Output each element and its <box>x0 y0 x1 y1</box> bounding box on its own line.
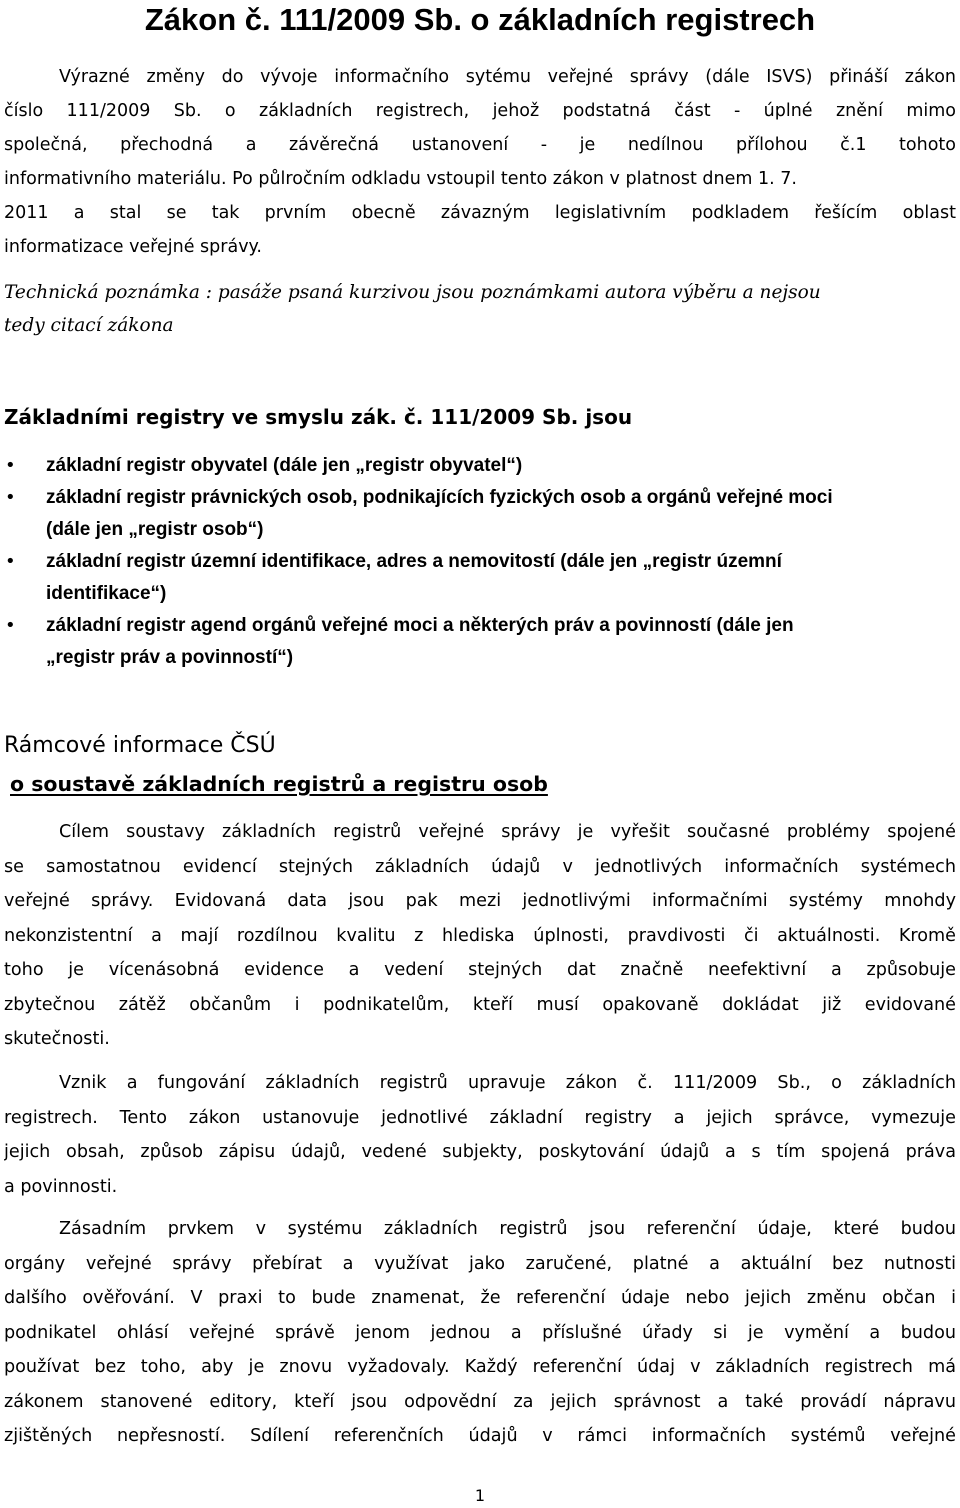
paragraph-line: toho je vícenásobná evidence a vedení stejných dat značně neefektivní a způsobuje <box>4 960 956 980</box>
list-item-line: základní registr agend orgánů veřejné moci a některých práv a povinností (dále jen <box>46 615 794 636</box>
list-item-line: základní registr obyvatel (dále jen „registr obyvatel“) <box>46 455 523 476</box>
page-number: 1 <box>474 1486 486 1505</box>
list-item <box>0 546 960 610</box>
bullet-icon: • <box>5 455 16 476</box>
intro-line: 2011 a stal se tak prvním obecně závazným legislativním podkladem řešícím oblast <box>4 203 956 223</box>
paragraph-line: používat bez toho, aby je znovu vyžadovaly. Každý referenční údaj v základních registrech má <box>4 1357 956 1377</box>
intro-line: informativního materiálu. Po půlročním odkladu vstoupil tento zákon v platnost dnem 1. 7. <box>4 169 797 189</box>
section-subtitle: o soustavě základních registrů a registru osob <box>10 772 548 796</box>
paragraph-line: zbytečnou zátěž občanům i podnikatelům, kteří musí opakovaně dokládat již evidované <box>4 994 956 1015</box>
registers-heading: Základními registry ve smyslu zák. č. 111/2009 Sb. jsou <box>4 405 633 429</box>
intro-line: společná, přechodná a závěrečná ustanovení - je nedílnou přílohou č.1 tohoto <box>4 135 956 155</box>
list-item-line: základní registr právnických osob, podnikajících fyzických osob a orgánů veřejné moci <box>46 487 833 508</box>
list-item-line: identifikace“) <box>46 583 167 604</box>
list-item-line: „registr práv a povinností“) <box>46 647 294 668</box>
list-item <box>0 610 960 674</box>
paragraph-line: veřejné správy. Evidovaná data jsou pak mezi jednotlivými informačními systémy mnohdy <box>4 891 956 911</box>
paragraph-line: Vznik a fungování základních registrů upravuje zákon č. 111/2009 Sb., o základních <box>59 1073 956 1093</box>
section-title: Rámcové informace ČSÚ <box>4 733 276 758</box>
paragraph-line: zjištěných nepřesností. Sdílení referenčních údajů v rámci informačních systémů veřejné <box>4 1426 956 1446</box>
bullet-icon: • <box>5 615 16 636</box>
paragraph-line: zákonem stanovené editory, kteří jsou odpovědní za jejich správnost a také provádí nápravu <box>4 1391 956 1412</box>
bullet-icon: • <box>5 487 16 508</box>
paragraph-line: nekonzistentní a mají rozdílnou kvalitu z hlediska úplnosti, pravdivosti či aktuálnosti. Kromě <box>4 925 956 946</box>
paragraph-line: orgány veřejné správy přebírat a využívat jako zaručené, platné a aktuální bez nutnosti <box>4 1253 956 1274</box>
paragraph-line: Zásadním prvkem v systému základních registrů jsou referenční údaje, které budou <box>59 1219 956 1239</box>
list-item-line: (dále jen „registr osob“) <box>46 519 264 540</box>
list-item <box>0 450 960 482</box>
registers-list <box>0 450 960 674</box>
paragraph-line: skutečnosti. <box>4 1029 110 1049</box>
intro-line: Výrazné změny do vývoje informačního sytému veřejné správy (dále ISVS) přináší zákon <box>59 67 956 87</box>
paragraph-line: podnikatel ohlásí veřejné správě jenom jednou a příslušné úřady si je vymění a budou <box>4 1322 956 1343</box>
list-item-line: základní registr územní identifikace, adres a nemovitostí (dále jen „registr územní <box>46 551 782 572</box>
paragraph-line: dalšího ověřování. V praxi to bude znamenat, že referenční údaje nebo jejich změnu občan i <box>4 1288 956 1308</box>
list-item <box>0 482 960 546</box>
intro-paragraph <box>4 60 956 264</box>
technical-note-line: Technická poznámka : pasáže psaná kurzivou jsou poznámkami autora výběru a nejsou <box>4 282 821 303</box>
bullet-icon: • <box>5 551 16 572</box>
technical-note-line: tedy citací zákona <box>4 315 174 336</box>
technical-note <box>4 276 956 342</box>
paragraph-line: registrech. Tento zákon ustanovuje jednotlivé základní registry a jejich správce, vymezuje <box>4 1107 956 1128</box>
document-title: Zákon č. 111/2009 Sb. o základních registrech <box>144 2 816 37</box>
body-paragraph <box>4 1066 956 1204</box>
paragraph-line: a povinnosti. <box>4 1176 118 1197</box>
intro-line: informatizace veřejné správy. <box>4 237 262 257</box>
body-paragraph <box>4 815 956 1057</box>
paragraph-line: Cílem soustavy základních registrů veřejné správy je vyřešit současné problémy spojené <box>59 822 956 842</box>
paragraph-line: se samostatnou evidencí stejných základních údajů v jednotlivých informačních systémech <box>4 856 956 877</box>
body-paragraph <box>4 1212 956 1454</box>
intro-line: číslo 111/2009 Sb. o základních registrech, jehož podstatná část - úplné znění mimo <box>4 101 956 121</box>
paragraph-line: jejich obsah, způsob zápisu údajů, vedené subjekty, poskytování údajů a s tím spojená práva <box>4 1142 956 1162</box>
